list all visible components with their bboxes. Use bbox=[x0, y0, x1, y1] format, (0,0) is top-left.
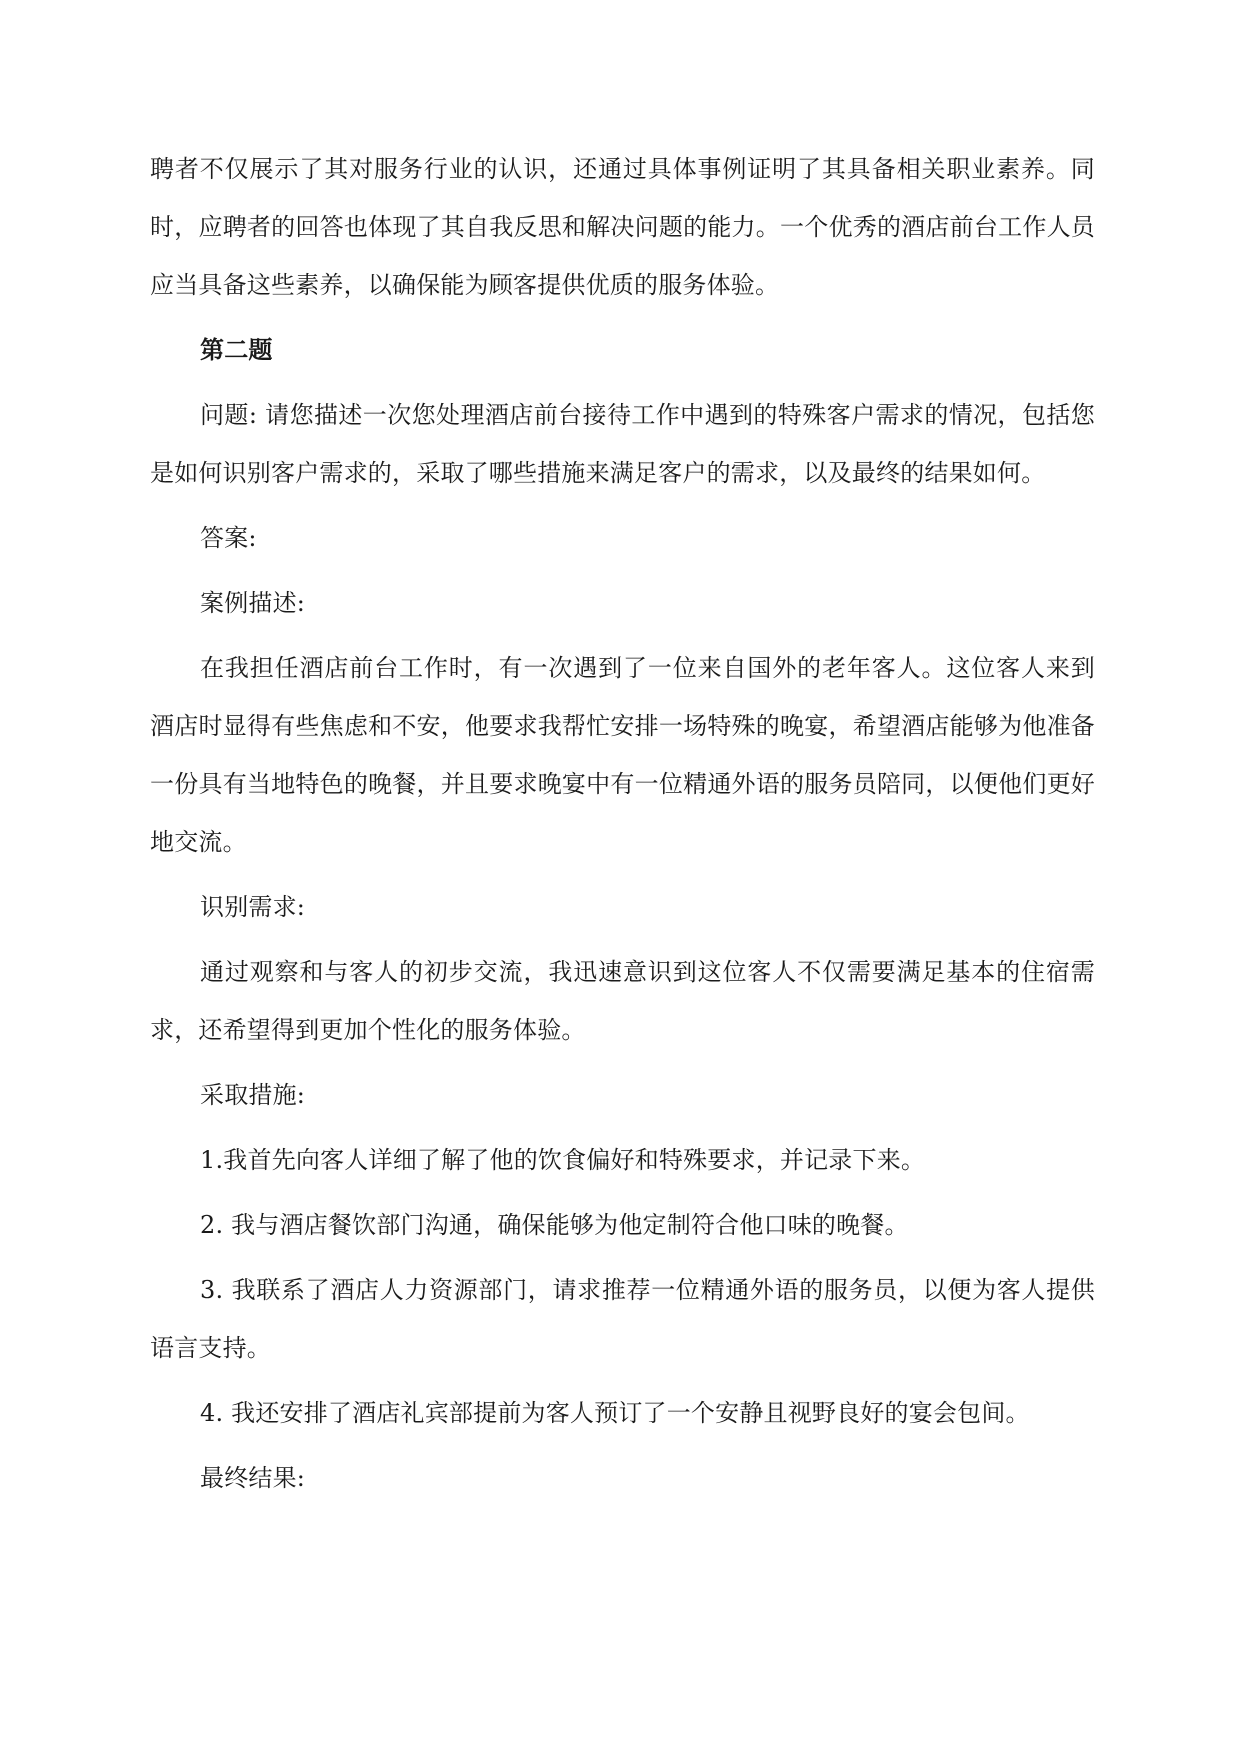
paragraph-answer-label: 答案: bbox=[200, 524, 257, 552]
list-item-measure-1: 1.我首先向客人详细了解了他的饮食偏好和特殊要求，并记录下来。 bbox=[200, 1146, 926, 1174]
paragraph-case-description: 在我担任酒店前台工作时，有一次遇到了一位来自国外的老年客人。这位客人来到酒店时显得有些焦虑和不安，他要求我帮忙安排一场特殊的晚宴，希望酒店能够为他准备一份具有当地特色的晚餐，并且要求晚宴中有一位精通外语的服务员陪同，以便他们更好地交流。 bbox=[150, 654, 1095, 856]
paragraph-question: 问题: 请您描述一次您处理酒店前台接待工作中遇到的特殊客户需求的情况，包括您是如何识别客户需求的，采取了哪些措施来满足客户的需求，以及最终的结果如何。 bbox=[150, 401, 1095, 487]
list-item-measure-4: 4. 我还安排了酒店礼宾部提前为客人预订了一个安静且视野良好的宴会包间。 bbox=[200, 1399, 1030, 1427]
paragraph-intro-continuation: 聘者不仅展示了其对服务行业的认识，还通过具体事例证明了其具备相关职业素养。同时，应聘者的回答也体现了其自我反思和解决问题的能力。一个优秀的酒店前台工作人员应当具备这些素养，以确保能为顾客提供优质的服务体验。 bbox=[150, 155, 1095, 299]
document-page bbox=[150, 140, 1095, 1507]
paragraph-identify-body: 通过观察和与客人的初步交流，我迅速意识到这位客人不仅需要满足基本的住宿需求，还希望得到更加个性化的服务体验。 bbox=[150, 958, 1095, 1044]
section-heading: 第二题 bbox=[200, 335, 273, 364]
paragraph-case-label: 案例描述: bbox=[200, 589, 306, 617]
list-item-measure-3: 3. 我联系了酒店人力资源部门，请求推荐一位精通外语的服务员，以便为客人提供语言支持。 bbox=[150, 1276, 1095, 1362]
paragraph-identify-label: 识别需求: bbox=[200, 893, 306, 921]
list-item-measure-2: 2. 我与酒店餐饮部门沟通，确保能够为他定制符合他口味的晚餐。 bbox=[200, 1211, 909, 1239]
paragraph-result-label: 最终结果: bbox=[200, 1464, 306, 1492]
paragraph-measures-label: 采取措施: bbox=[200, 1081, 306, 1109]
